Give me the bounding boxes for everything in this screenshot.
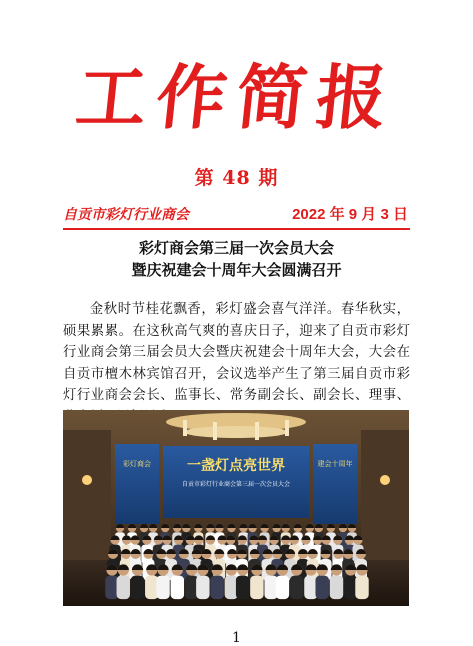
attendee-body [355,576,368,600]
article-paragraph: 金秋时节桂花飘香，彩灯盛会喜气洋洋。春华秋实，硕果累累。在这秋高气爽的喜庆日子，迎来了自贡市彩灯行业商会第三届会员大会暨庆祝建会十周年大会，大会在自贡市檀木林宾馆召开，会议选举产生了第三届自贡市彩灯行业商会会长、监事长、常务副会长、副会长、理事、 [63,302,410,404]
attendee-body [236,576,249,600]
side-panel-left-text: 彩灯商会 [123,460,151,468]
organization-name: 自贡市彩灯行业商会 [63,207,189,223]
attendee-body [196,576,209,600]
attendee-body [210,576,223,600]
side-panel-right-text: 建会十周年 [317,460,353,468]
chandelier [166,413,306,440]
headline-line-2: 暨庆祝建会十周年大会圆满召开 [131,261,342,279]
attendee-body [131,576,144,600]
banner-subtitle: 自贡市彩灯行业商会第三届一次会员大会 [181,481,291,488]
headline-line-1: 彩灯商会第三届一次会员大会 [138,239,334,257]
attendee-body [276,576,289,600]
attendee-body [250,576,263,600]
red-divider [63,228,410,230]
group-photo [63,410,409,606]
attendee-body [330,576,343,600]
publication-date: 2022 年 9 月 3 日 [292,206,408,223]
attendee-body [315,576,328,600]
masthead-title: 工作简报 [72,56,401,139]
banner-title: 一盏灯点亮世界 [187,458,285,474]
meta-row [63,204,410,226]
attendee-body [290,576,303,600]
issue-number: 第 48 期 [194,167,279,189]
page-number: 1 [232,630,241,646]
attendee-body [171,576,184,600]
attendee-body [156,576,169,600]
attendee-body [117,576,130,600]
